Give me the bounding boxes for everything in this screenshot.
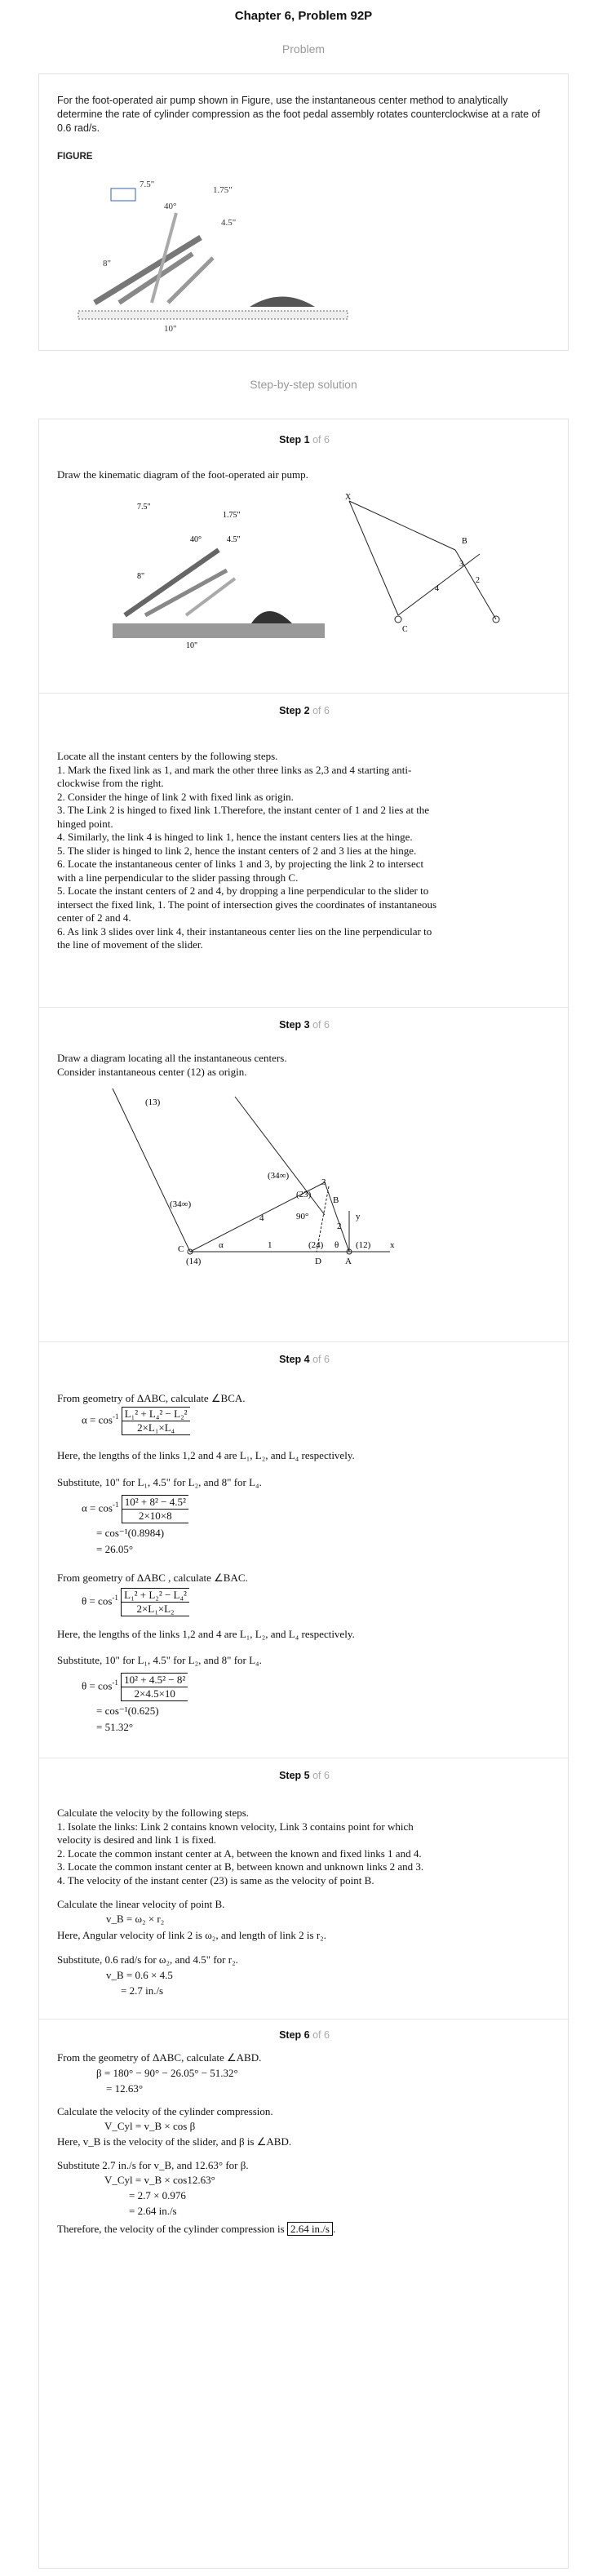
label-13: (13) <box>145 1097 161 1107</box>
step1-text: Draw the kinematic diagram of the foot-operated air pump. <box>57 468 308 481</box>
step2-body: Locate all the instant centers by the following steps. 1. Mark the fixed link as 1, and mark the other three links as 2,3 and 4 starting anti- clockwise from the right. 2. Consider the hinge of link 2 with fixed link as origin. 3. The Link 2 is hinged to fixed link 1.Therefore, the instant center of 1 and 2 lies at the hinged point. 4. Similarly, the link 4 is hinged to link 1, hence the instant centers lies at the hinge. 5. The slider is hinged to link 2, hence the instant centers of 2 and 3 lies at the hinge. 6. Locate the instantaneous center of links 1 and 3, by projecting the link 2 to intersect with a line perpendicular to the slider passing through C. 5. Locate the instant centers of 2 and 4, by dropping a line perpendicular to the slider to intersect the fixed link, 1. The point of intersection gives the coordinates of instantaneous center of 2 and 4. 6. As link 3 slides over link 4, their instantaneous center lies on the line perpendicular to the line of movement of the slider. <box>57 750 437 951</box>
label-c: C <box>178 1244 184 1254</box>
dim-45: 4.5" <box>221 218 237 228</box>
step1-header: Step 1 of 6 <box>279 434 330 446</box>
foot-pad <box>111 188 135 201</box>
pivot-c <box>395 616 401 623</box>
solution-heading: Step-by-step solution <box>250 378 357 391</box>
label-c: C <box>402 625 408 634</box>
eq-alpha-general: $\alpha = \cos^{-1}$ $\frac{\text{L₁² + L₄² − L₂²}}{\text{2×L₁×L₄}}$ <box>82 1407 190 1435</box>
step6-t4: Substitute 2.7 in./s for v_B, and 12.63° for β. <box>57 2159 249 2171</box>
label-theta: θ <box>335 1240 339 1250</box>
label-x: X <box>345 493 352 502</box>
separator <box>39 1341 569 1342</box>
pedal <box>95 237 201 303</box>
eq-theta-r1: = cos⁻¹(0.625) <box>96 1705 159 1717</box>
hose <box>251 611 292 623</box>
label-2: 2 <box>337 1221 342 1231</box>
ground <box>78 311 348 319</box>
label-y: y <box>356 1212 361 1221</box>
eq-alpha-r1: = cos⁻¹(0.8984) <box>96 1527 165 1539</box>
eq-beta: β = 180° − 90° − 26.05° − 51.32° <box>96 2067 238 2079</box>
label-a: A <box>345 1257 352 1266</box>
step6-t1: From the geometry of ΔABC, calculate ∠ABD. <box>57 2051 262 2064</box>
label-34b: (34∞) <box>170 1199 192 1209</box>
step5-body: Calculate the velocity by the following steps. 1. Isolate the links: Link 2 contains known velocity, Link 3 contains point for which velocity is desired and link 1 is fixed. 2. Locate the common instant center at A, between the known and fixed links 1 and 4. 3. Locate the common instant center at B, between known and unknown links 2 and 3. 4. The velocity of the instant center (23) is same as the velocity of point B. <box>57 1807 424 1887</box>
step3-text: Draw a diagram locating all the instantaneous centers. Consider instantaneous center (12) as origin. <box>57 1052 287 1078</box>
eq-vcyl-subst: V_Cyl = v_B × cos12.63° <box>104 2174 215 2186</box>
dim-40: 40° <box>190 535 202 544</box>
ground-block <box>113 623 325 638</box>
dim-8: 8" <box>103 259 111 268</box>
eq-vb: v_B = ω₂ × r₂ <box>106 1913 165 1925</box>
label-3: 3 <box>459 560 463 569</box>
step5-t3: Here, Angular velocity of link 2 is ω₂, and length of link 2 is r₂. <box>57 1929 326 1941</box>
step4-header: Step 4 of 6 <box>279 1354 330 1365</box>
dim-45: 4.5" <box>227 535 241 544</box>
dim-10: 10" <box>186 641 198 650</box>
problem-text: For the foot-operated air pump shown in Figure, use the instantaneous center method to analytically determine the rate of cylinder compression as the foot pedal assembly rotates counterclockwise at a rate of 0.6 rad/s. <box>57 95 540 134</box>
dim-175: 1.75" <box>213 185 233 195</box>
eq-theta-subst: $\theta = \cos^{-1}$ $\frac{\text{10² + 4.5² − 8²}}{2\times 4.5\times 10}$ <box>82 1673 188 1701</box>
label-b: B <box>333 1195 339 1205</box>
step6-t3: Here, v_B is the velocity of the slider, and β is ∠ABD. <box>57 2135 292 2148</box>
step4-t4: From geometry of ΔABC , calculate ∠BAC. <box>57 1572 248 1584</box>
figure-label: FIGURE <box>57 152 93 162</box>
hose <box>250 297 315 308</box>
step6-conclusion: Therefore, the velocity of the cylinder compression is 2.64 in./s . <box>57 2223 336 2235</box>
eq-alpha-subst: $\alpha = \cos^{-1}$ $\frac{\text{10² + 8² − 4.5²}}{2\times 10\times 8}$ <box>82 1495 188 1523</box>
step5-t2: Calculate the linear velocity of point B. <box>57 1898 225 1910</box>
label-4: 4 <box>435 584 439 593</box>
problem-figure <box>62 172 388 335</box>
label-24: (24) <box>308 1240 324 1250</box>
dim-175: 1.75" <box>223 511 241 520</box>
step3-diagram <box>96 1080 504 1309</box>
dim-75: 7.5" <box>137 503 151 512</box>
step5-t4: Substitute, 0.6 rad/s for ω₂, and 4.5" for r₂. <box>57 1953 238 1966</box>
answer-box: 2.64 in./s <box>287 2222 333 2236</box>
label-2: 2 <box>476 576 480 585</box>
cylinder <box>186 579 235 615</box>
problem-card <box>38 73 569 351</box>
eq-theta-general: $\theta = \cos^{-1}$ $\frac{\text{L₁² + L₂² − L₄²}}{\text{2×L₁×L₂}}$ <box>82 1588 189 1616</box>
step5-header: Step 5 of 6 <box>279 1770 330 1781</box>
eq-beta-result: = 12.63° <box>106 2082 144 2095</box>
step2-header: Step 2 of 6 <box>279 705 330 716</box>
eq-vcyl-result: = 2.64 in./s <box>129 2205 177 2217</box>
solution-card <box>38 419 569 2569</box>
separator <box>39 2019 569 2020</box>
eq-vcyl-mult: = 2.7 × 0.976 <box>129 2189 186 2201</box>
eq-vb-subst: v_B = 0.6 × 4.5 <box>106 1969 173 1981</box>
step1-figures <box>113 493 521 656</box>
dim-40: 40° <box>164 202 177 211</box>
label-34a: (34∞) <box>268 1171 290 1181</box>
eq-alpha-r2: = 26.05° <box>96 1543 134 1555</box>
label-90: 90° <box>296 1212 309 1221</box>
label-d: D <box>315 1257 321 1266</box>
eq-vcyl: V_Cyl = v_B × cos β <box>104 2120 196 2132</box>
label-alpha: α <box>219 1240 224 1250</box>
problem-heading: Problem <box>281 42 326 55</box>
step4-t1: From geometry of ΔABC, calculate ∠BCA. <box>57 1392 246 1404</box>
dim-8: 8" <box>137 572 145 581</box>
step4-t2: Here, the lengths of the links 1,2 and 4 are L₁, L₂, and L₄ respectively. <box>57 1449 355 1461</box>
eq-vb-result: = 2.7 in./s <box>121 1984 164 1997</box>
link-x-c <box>349 501 398 615</box>
label-3: 3 <box>321 1177 326 1187</box>
step4-t3: Substitute, 10" for L₁, 4.5" for L₂, and 8" for L₄. <box>57 1476 262 1488</box>
eq-theta-r2: = 51.32° <box>96 1721 134 1733</box>
step6-header: Step 6 of 6 <box>279 2029 330 2041</box>
label-b: B <box>462 537 467 546</box>
label-4: 4 <box>259 1213 264 1223</box>
label-1: 1 <box>268 1240 272 1250</box>
separator <box>39 693 569 694</box>
link-x-b <box>349 501 455 550</box>
step4-t5: Here, the lengths of the links 1,2 and 4 are L₁, L₂, and L₄ respectively. <box>57 1628 355 1640</box>
label-12: (12) <box>356 1240 371 1250</box>
page-title: Chapter 6, Problem 92P <box>234 9 373 23</box>
step3-header: Step 3 of 6 <box>279 1019 330 1031</box>
separator <box>39 1007 569 1008</box>
step6-t2: Calculate the velocity of the cylinder compression. <box>57 2105 273 2117</box>
line-34a <box>235 1097 325 1215</box>
label-14: (14) <box>186 1257 202 1266</box>
label-23: (23) <box>296 1190 312 1199</box>
line-13 <box>113 1088 190 1252</box>
dim-10: 10" <box>164 324 177 334</box>
step4-t6: Substitute, 10" for L₁, 4.5" for L₂, and 8" for L₄. <box>57 1654 262 1666</box>
dim-75: 7.5" <box>140 180 155 189</box>
label-x: x <box>390 1240 395 1250</box>
link-4 <box>398 554 480 615</box>
